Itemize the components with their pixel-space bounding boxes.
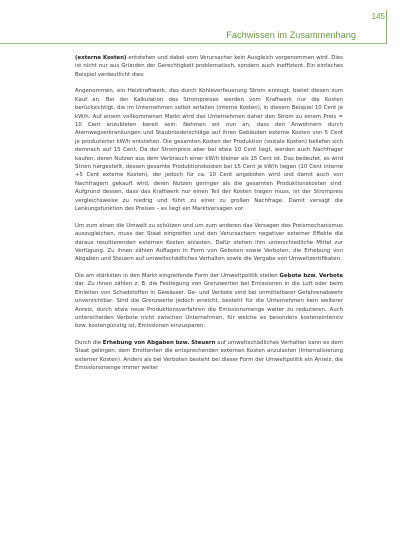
bold-term: Gebote bzw. Verbote [279,272,343,279]
bold-term: (externe Kosten) [75,55,127,61]
paragraph-text: auf umweltschädliches Verhalten kann es dem Staat gelingen, dem Emittenten die entsprechenden externen Kosten anzulasten (Internalisierung externer Kosten). Anders als bei Verboten besteht bei dieser Form der Umweltpolitik ein Anreiz, die Emissionsmenge immer weiter [75,339,343,372]
page-number: 145 [371,12,385,21]
header-divider [0,43,387,44]
bold-term: Erhebung von Abgaben bzw. Steuern [102,339,216,346]
paragraph-text: Um zum einen die Umwelt zu schützen und um zum anderen das Versagen des Preismechanismus auszugleichen, muss der Staat eingreifen und den Verursachern negativer externer Effekte die daraus resultierenden externen Kosten anlasten. Dafür stehen ihm unterschiedliche Mittel zur Verfügung. Zu ihnen zählen Auflagen in Form von Geboten sowie Verboten, die Erhebung von Abgaben und Steuern auf umweltschädliches Verhalten sowie die Vergabe von Umweltzertifikaten. [75,222,343,263]
paragraph-text: entstehen und dabei vom Verursacher kein Ausgleich vorgenommen wird. Dies ist nicht nur aus Gründen der Gerechtigkeit problematisch, sondern auch ineffizient. Ein einfaches Beispiel verdeutlicht dies: [75,55,343,78]
paragraph-4 [75,272,343,331]
paragraph-text: dar. Zu ihnen zählen z. B. die Festlegung von Grenzwerten bei Emissionen in die Luft oder beim Einleiten von Schadstoffen in Gewässer. Ge- und Verbote sind bei unmittelbarer Gefahrenabwehr unverzichtbar. Sind die Grenzwerte jedoch erreicht, besteht für die Unternehmen kein weiterer Anreiz, durch etwa neue Produktionsverfahren die Emissionsmenge weiter zu reduzieren. Auch unterscheiden Verbote nicht zwischen Unternehmen, für welche es besonders kosteneintensiv bzw. kostengünstig ist, Emissionen einzusparen. [75,281,343,330]
paragraph-text: Angenommen, ein Heizkraftwerk, das durch Kohleverfeuerung Strom erzeugt, bietet diesen zum Kauf an. Bei der Kalkulation des Strompreises werden vom Kraftwerk nur die Kosten berücksichtigt, die im Unternehmen selbst anfallen (interne Kosten), in diesem Beispiel 10 Cent je kW/h. Auf einem vollkommenen Markt wird das Unternehmen daher den Strom zu einem Preis = 10 Cent anzubieten bereit sein. Nehmen wir nun an, dass den Anwohnern durch Atemwegserkrankungen und Staubniederschläge auf ihren Gebäuden externe Kosten von 5 Cent je produzierter kW/h entstehen. Die gesamten Kosten der Produktion (soziale Kosten) beliefen sich demnach auf 15 Cent. Da der Strompreis aber bei etwa 10 Cent liegt, werden auch Nachfrager kaufen, deren Nutzen aus dem Verbrauch einer kW/h kleiner als 15 Cent ist. Das bedeutet, es wird Strom hergestellt, dessen gesamte Produktionskosten bei 15 Cent je kW/h liegen (10 Cent interne +5 Cent externe Kosten), der jedoch für ca. 10 Cent angeboten wird und damit auch von Nachfragern gekauft wird, deren Nutzen geringer als die gesamten Produktionskosten sind. Aufgrund dessen, dass das Kraftwerk nur einen Teil der Kosten tragen muss, ist der Strompreis vergleichsweise zu niedrig und führt zu einer zu großen Nachfrage. Damit versagt die Lenkungsfunktion des Preises – es liegt ein Marktversagen vor. [75,88,343,213]
paragraph-5 [75,339,343,373]
header-divider-cap [386,26,387,44]
paragraph-2 [75,87,343,213]
paragraph-text: Durch die [75,339,103,346]
paragraph-1 [75,54,343,79]
body-text [75,54,343,381]
paragraph-text: Die am stärksten in den Markt eingreifende Form der Umweltpolitik stellen [75,272,280,279]
paragraph-3 [75,222,343,264]
header-title: Fachwissen im Zusammenhang [226,30,356,40]
